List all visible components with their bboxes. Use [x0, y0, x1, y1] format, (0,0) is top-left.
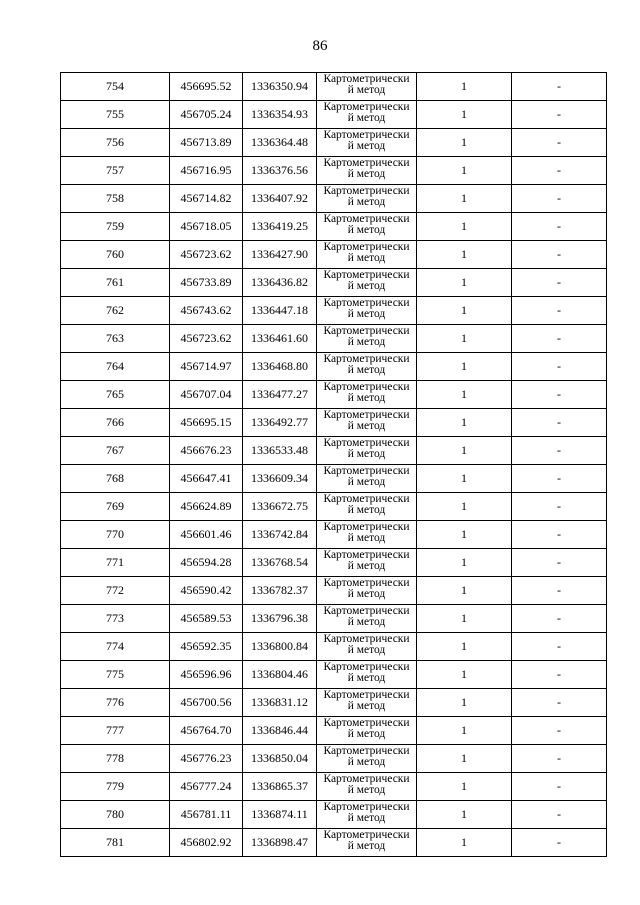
- point-number-cell: 775: [61, 661, 170, 689]
- method-cell: [317, 493, 417, 521]
- x-coordinate-cell: 456723.62: [170, 241, 243, 269]
- x-coordinate-cell: 456705.24: [170, 101, 243, 129]
- method-text-line1: Картометрически: [323, 633, 410, 645]
- count-cell: 1: [417, 773, 512, 801]
- method-cell: [317, 773, 417, 801]
- method-text-line2: й метод: [347, 420, 386, 432]
- point-number-cell: 766: [61, 409, 170, 437]
- count-cell: 1: [417, 101, 512, 129]
- note-cell: -: [512, 745, 607, 773]
- x-coordinate-cell: 456596.96: [170, 661, 243, 689]
- count-cell: 1: [417, 213, 512, 241]
- method-text-line1: Картометрически: [323, 773, 410, 785]
- method-text-line1: Картометрически: [323, 437, 410, 449]
- table-row: [61, 521, 607, 549]
- point-number-cell: 772: [61, 577, 170, 605]
- coordinates-table: [60, 72, 607, 857]
- point-number-cell: 777: [61, 717, 170, 745]
- y-coordinate-cell: 1336846.44: [243, 717, 317, 745]
- method-cell: [317, 129, 417, 157]
- note-cell: -: [512, 353, 607, 381]
- method-cell: [317, 381, 417, 409]
- count-cell: 1: [417, 549, 512, 577]
- method-text-line1: Картометрически: [323, 129, 410, 141]
- point-number-cell: 776: [61, 689, 170, 717]
- point-number-cell: 758: [61, 185, 170, 213]
- count-cell: 1: [417, 297, 512, 325]
- method-text-line2: й метод: [347, 560, 386, 572]
- count-cell: 1: [417, 661, 512, 689]
- note-cell: -: [512, 437, 607, 465]
- point-number-cell: 768: [61, 465, 170, 493]
- count-cell: 1: [417, 185, 512, 213]
- note-cell: -: [512, 73, 607, 101]
- x-coordinate-cell: 456764.70: [170, 717, 243, 745]
- note-cell: -: [512, 633, 607, 661]
- point-number-cell: 773: [61, 605, 170, 633]
- method-text-line2: й метод: [347, 84, 386, 96]
- point-number-cell: 765: [61, 381, 170, 409]
- method-text-line2: й метод: [347, 168, 386, 180]
- x-coordinate-cell: 456713.89: [170, 129, 243, 157]
- count-cell: 1: [417, 381, 512, 409]
- count-cell: 1: [417, 241, 512, 269]
- method-cell: [317, 213, 417, 241]
- count-cell: 1: [417, 521, 512, 549]
- note-cell: -: [512, 577, 607, 605]
- method-text-line1: Картометрически: [323, 605, 410, 617]
- point-number-cell: 762: [61, 297, 170, 325]
- method-text-line1: Картометрически: [323, 381, 410, 393]
- count-cell: 1: [417, 829, 512, 857]
- point-number-cell: 759: [61, 213, 170, 241]
- point-number-cell: 779: [61, 773, 170, 801]
- count-cell: 1: [417, 409, 512, 437]
- method-cell: [317, 241, 417, 269]
- method-text-line1: Картометрически: [323, 409, 410, 421]
- y-coordinate-cell: 1336898.47: [243, 829, 317, 857]
- method-text-line2: й метод: [347, 756, 386, 768]
- method-text-line2: й метод: [347, 784, 386, 796]
- method-text-line1: Картометрически: [323, 353, 410, 365]
- method-cell: [317, 577, 417, 605]
- method-text-line1: Картометрически: [323, 493, 410, 505]
- count-cell: 1: [417, 745, 512, 773]
- y-coordinate-cell: 1336376.56: [243, 157, 317, 185]
- table-row: [61, 437, 607, 465]
- method-text-line2: й метод: [347, 448, 386, 460]
- table-row: [61, 353, 607, 381]
- table-row: [61, 549, 607, 577]
- count-cell: 1: [417, 73, 512, 101]
- x-coordinate-cell: 456676.23: [170, 437, 243, 465]
- method-cell: [317, 717, 417, 745]
- method-text-line2: й метод: [347, 196, 386, 208]
- point-number-cell: 769: [61, 493, 170, 521]
- x-coordinate-cell: 456743.62: [170, 297, 243, 325]
- method-cell: [317, 325, 417, 353]
- table-row: [61, 605, 607, 633]
- point-number-cell: 778: [61, 745, 170, 773]
- note-cell: -: [512, 213, 607, 241]
- x-coordinate-cell: 456776.23: [170, 745, 243, 773]
- method-cell: [317, 437, 417, 465]
- method-text-line2: й метод: [347, 504, 386, 516]
- method-text-line1: Картометрически: [323, 157, 410, 169]
- y-coordinate-cell: 1336850.04: [243, 745, 317, 773]
- table-row: [61, 409, 607, 437]
- x-coordinate-cell: 456716.95: [170, 157, 243, 185]
- method-cell: [317, 605, 417, 633]
- method-text-line1: Картометрически: [323, 717, 410, 729]
- method-text-line1: Картометрически: [323, 577, 410, 589]
- method-text-line2: й метод: [347, 308, 386, 320]
- count-cell: 1: [417, 689, 512, 717]
- x-coordinate-cell: 456601.46: [170, 521, 243, 549]
- x-coordinate-cell: 456781.11: [170, 801, 243, 829]
- count-cell: 1: [417, 269, 512, 297]
- method-text-line2: й метод: [347, 672, 386, 684]
- point-number-cell: 771: [61, 549, 170, 577]
- x-coordinate-cell: 456714.82: [170, 185, 243, 213]
- x-coordinate-cell: 456589.53: [170, 605, 243, 633]
- note-cell: -: [512, 241, 607, 269]
- note-cell: -: [512, 269, 607, 297]
- method-cell: [317, 73, 417, 101]
- y-coordinate-cell: 1336427.90: [243, 241, 317, 269]
- y-coordinate-cell: 1336800.84: [243, 633, 317, 661]
- method-text-line1: Картометрически: [323, 801, 410, 813]
- method-text-line1: Картометрически: [323, 689, 410, 701]
- x-coordinate-cell: 456733.89: [170, 269, 243, 297]
- note-cell: -: [512, 381, 607, 409]
- y-coordinate-cell: 1336477.27: [243, 381, 317, 409]
- note-cell: -: [512, 409, 607, 437]
- x-coordinate-cell: 456695.52: [170, 73, 243, 101]
- x-coordinate-cell: 456590.42: [170, 577, 243, 605]
- y-coordinate-cell: 1336436.82: [243, 269, 317, 297]
- x-coordinate-cell: 456695.15: [170, 409, 243, 437]
- y-coordinate-cell: 1336533.48: [243, 437, 317, 465]
- x-coordinate-cell: 456714.97: [170, 353, 243, 381]
- method-text-line2: й метод: [347, 532, 386, 544]
- x-coordinate-cell: 456718.05: [170, 213, 243, 241]
- note-cell: -: [512, 829, 607, 857]
- point-number-cell: 770: [61, 521, 170, 549]
- method-cell: [317, 353, 417, 381]
- y-coordinate-cell: 1336672.75: [243, 493, 317, 521]
- count-cell: 1: [417, 157, 512, 185]
- method-text-line2: й метод: [347, 252, 386, 264]
- method-cell: [317, 689, 417, 717]
- method-text-line2: й метод: [347, 728, 386, 740]
- method-text-line1: Картометрически: [323, 269, 410, 281]
- note-cell: -: [512, 773, 607, 801]
- note-cell: -: [512, 185, 607, 213]
- method-text-line2: й метод: [347, 588, 386, 600]
- y-coordinate-cell: 1336609.34: [243, 465, 317, 493]
- point-number-cell: 781: [61, 829, 170, 857]
- method-text-line2: й метод: [347, 616, 386, 628]
- table-row: [61, 73, 607, 101]
- note-cell: -: [512, 325, 607, 353]
- point-number-cell: 763: [61, 325, 170, 353]
- point-number-cell: 754: [61, 73, 170, 101]
- count-cell: 1: [417, 605, 512, 633]
- note-cell: -: [512, 521, 607, 549]
- count-cell: 1: [417, 577, 512, 605]
- note-cell: -: [512, 465, 607, 493]
- x-coordinate-cell: 456592.35: [170, 633, 243, 661]
- method-cell: [317, 409, 417, 437]
- method-text-line1: Картометрически: [323, 101, 410, 113]
- note-cell: -: [512, 101, 607, 129]
- method-cell: [317, 157, 417, 185]
- y-coordinate-cell: 1336461.60: [243, 325, 317, 353]
- note-cell: -: [512, 661, 607, 689]
- method-cell: [317, 745, 417, 773]
- method-text-line2: й метод: [347, 336, 386, 348]
- point-number-cell: 755: [61, 101, 170, 129]
- y-coordinate-cell: 1336768.54: [243, 549, 317, 577]
- x-coordinate-cell: 456707.04: [170, 381, 243, 409]
- table-row: [61, 745, 607, 773]
- y-coordinate-cell: 1336468.80: [243, 353, 317, 381]
- method-cell: [317, 661, 417, 689]
- method-text-line2: й метод: [347, 280, 386, 292]
- y-coordinate-cell: 1336350.94: [243, 73, 317, 101]
- method-text-line2: й метод: [347, 392, 386, 404]
- point-number-cell: 756: [61, 129, 170, 157]
- point-number-cell: 767: [61, 437, 170, 465]
- table-row: [61, 577, 607, 605]
- note-cell: -: [512, 689, 607, 717]
- note-cell: -: [512, 129, 607, 157]
- point-number-cell: 761: [61, 269, 170, 297]
- method-text-line2: й метод: [347, 840, 386, 852]
- count-cell: 1: [417, 801, 512, 829]
- method-text-line2: й метод: [347, 112, 386, 124]
- method-text-line2: й метод: [347, 700, 386, 712]
- table-row: [61, 101, 607, 129]
- table-row: [61, 633, 607, 661]
- table-row: [61, 773, 607, 801]
- point-number-cell: 764: [61, 353, 170, 381]
- y-coordinate-cell: 1336782.37: [243, 577, 317, 605]
- method-text-line1: Картометрически: [323, 325, 410, 337]
- note-cell: -: [512, 717, 607, 745]
- table-body: [61, 73, 607, 857]
- table-row: [61, 325, 607, 353]
- method-cell: [317, 549, 417, 577]
- y-coordinate-cell: 1336354.93: [243, 101, 317, 129]
- x-coordinate-cell: 456777.24: [170, 773, 243, 801]
- point-number-cell: 780: [61, 801, 170, 829]
- count-cell: 1: [417, 325, 512, 353]
- x-coordinate-cell: 456647.41: [170, 465, 243, 493]
- method-text-line1: Картометрически: [323, 661, 410, 673]
- y-coordinate-cell: 1336407.92: [243, 185, 317, 213]
- table-row: [61, 241, 607, 269]
- method-cell: [317, 185, 417, 213]
- y-coordinate-cell: 1336419.25: [243, 213, 317, 241]
- y-coordinate-cell: 1336831.12: [243, 689, 317, 717]
- table-row: [61, 465, 607, 493]
- point-number-cell: 757: [61, 157, 170, 185]
- method-cell: [317, 521, 417, 549]
- table-row: [61, 829, 607, 857]
- method-text-line1: Картометрически: [323, 521, 410, 533]
- table-row: [61, 185, 607, 213]
- method-text-line1: Картометрически: [323, 213, 410, 225]
- method-cell: [317, 269, 417, 297]
- x-coordinate-cell: 456723.62: [170, 325, 243, 353]
- x-coordinate-cell: 456700.56: [170, 689, 243, 717]
- note-cell: -: [512, 493, 607, 521]
- y-coordinate-cell: 1336447.18: [243, 297, 317, 325]
- count-cell: 1: [417, 437, 512, 465]
- method-cell: [317, 101, 417, 129]
- method-text-line1: Картометрически: [323, 297, 410, 309]
- page-number: 86: [312, 38, 328, 54]
- method-text-line1: Картометрически: [323, 549, 410, 561]
- method-cell: [317, 829, 417, 857]
- method-text-line1: Картометрически: [323, 73, 410, 85]
- note-cell: -: [512, 549, 607, 577]
- x-coordinate-cell: 456624.89: [170, 493, 243, 521]
- table-row: [61, 381, 607, 409]
- table-row: [61, 157, 607, 185]
- method-text-line2: й метод: [347, 364, 386, 376]
- point-number-cell: 774: [61, 633, 170, 661]
- count-cell: 1: [417, 465, 512, 493]
- method-text-line2: й метод: [347, 476, 386, 488]
- table-row: [61, 213, 607, 241]
- y-coordinate-cell: 1336364.48: [243, 129, 317, 157]
- method-cell: [317, 297, 417, 325]
- table-row: [61, 269, 607, 297]
- note-cell: -: [512, 605, 607, 633]
- y-coordinate-cell: 1336804.46: [243, 661, 317, 689]
- y-coordinate-cell: 1336865.37: [243, 773, 317, 801]
- table-row: [61, 717, 607, 745]
- note-cell: -: [512, 157, 607, 185]
- method-text-line2: й метод: [347, 812, 386, 824]
- x-coordinate-cell: 456802.92: [170, 829, 243, 857]
- table-row: [61, 297, 607, 325]
- method-text-line1: Картометрически: [323, 745, 410, 757]
- method-cell: [317, 465, 417, 493]
- y-coordinate-cell: 1336874.11: [243, 801, 317, 829]
- method-text-line2: й метод: [347, 140, 386, 152]
- y-coordinate-cell: 1336742.84: [243, 521, 317, 549]
- method-text-line1: Картометрически: [323, 241, 410, 253]
- y-coordinate-cell: 1336796.38: [243, 605, 317, 633]
- method-text-line1: Картометрически: [323, 185, 410, 197]
- point-number-cell: 760: [61, 241, 170, 269]
- table-row: [61, 661, 607, 689]
- count-cell: 1: [417, 129, 512, 157]
- note-cell: -: [512, 801, 607, 829]
- count-cell: 1: [417, 717, 512, 745]
- method-text-line1: Картометрически: [323, 465, 410, 477]
- table-row: [61, 493, 607, 521]
- method-text-line1: Картометрически: [323, 829, 410, 841]
- method-cell: [317, 801, 417, 829]
- table-row: [61, 129, 607, 157]
- y-coordinate-cell: 1336492.77: [243, 409, 317, 437]
- note-cell: -: [512, 297, 607, 325]
- count-cell: 1: [417, 633, 512, 661]
- table-row: [61, 689, 607, 717]
- method-text-line2: й метод: [347, 644, 386, 656]
- count-cell: 1: [417, 493, 512, 521]
- table-row: [61, 801, 607, 829]
- count-cell: 1: [417, 353, 512, 381]
- method-text-line2: й метод: [347, 224, 386, 236]
- x-coordinate-cell: 456594.28: [170, 549, 243, 577]
- method-cell: [317, 633, 417, 661]
